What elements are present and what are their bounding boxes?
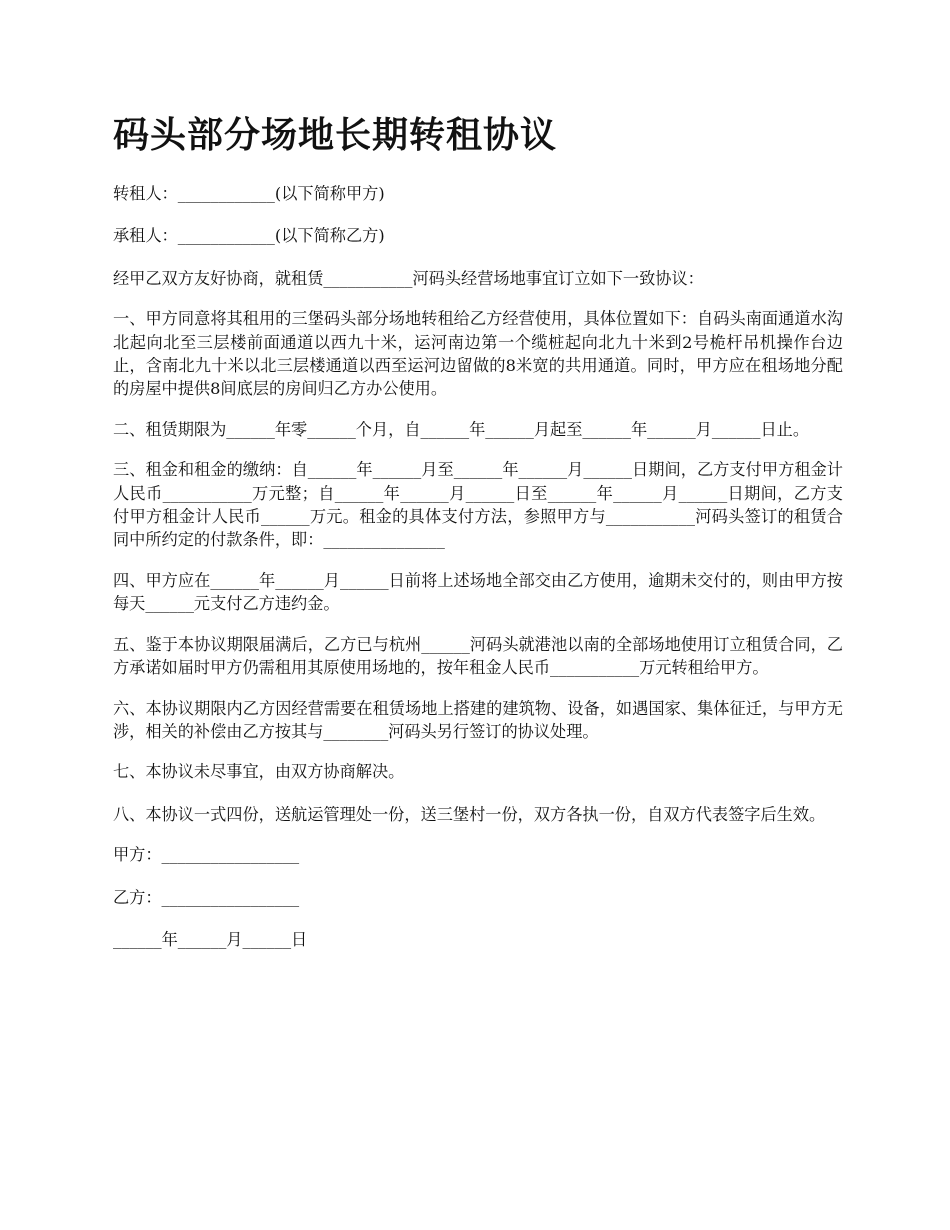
- clause-5: 五、鉴于本协议期限届满后，乙方已与杭州______河码头就港池以南的全部场地使用订立租赁合同，乙方承诺如届时甲方仍需租用其原使用场地的，按年租金人民币___________万元转租给甲方。: [113, 634, 843, 678]
- signature-date: ______年______月______日: [113, 929, 308, 949]
- document-title: 码头部分场地长期转租协议: [113, 115, 558, 156]
- clause-1: 一、甲方同意将其租用的三堡码头部分场地转租给乙方经营使用，具体位置如下：自码头南面通道水沟北起向北至三层楼前面通道以西九十米，运河南边第一个缆桩起向北九十米到2号桅杆吊机操作台边止，含南北九十米以北三层楼通道以西至运河边留做的8米宽的共用通道。同时，甲方应在租场地分配的房屋中提供8间底层的房间归乙方办公使用。: [113, 309, 843, 399]
- lessee-line: 承租人：____________(以下简称乙方): [113, 226, 385, 246]
- party-a-signature: 甲方：_________________: [113, 845, 300, 865]
- party-b-signature: 乙方：_________________: [113, 887, 300, 907]
- clause-2: 二、租赁期限为______年零______个月，自______年______月起至______年______月______日止。: [113, 419, 810, 439]
- lessor-line: 转租人：____________(以下简称甲方): [113, 184, 385, 203]
- clause-4: 四、甲方应在______年______月______日前将上述场地全部交由乙方使用，逾期未交付的，则由甲方按每天______元支付乙方违约金。: [113, 570, 843, 614]
- contract-page: [113, 112, 843, 970]
- clause-7: 七、本协议未尽事宜，由双方协商解决。: [113, 762, 405, 782]
- clause-6: 六、本协议期限内乙方因经营需要在租赁场地上搭建的建筑物、设备，如遇国家、集体征迁，与甲方无涉，相关的补偿由乙方按其与________河码头另行签订的协议处理。: [113, 698, 843, 741]
- clause-8: 八、本协议一式四份，送航运管理处一份，送三堡村一份，双方各执一份，自双方代表签字后生效。: [113, 804, 826, 824]
- preamble-paragraph: 经甲乙双方友好协商，就租赁___________河码头经营场地事宜订立如下一致协议：: [113, 268, 704, 288]
- clause-3: 三、租金和租金的缴纳：自______年______月至______年______月______日期间，乙方支付甲方租金计人民币___________万元整；自______年______月______日至______年______月______日期间，乙方支付甲方租金计人民币______万元。租金的具体支付方法，参照甲方与___________河码头签订的租赁合同中所约定的付款条件，即：_______________: [113, 460, 843, 550]
